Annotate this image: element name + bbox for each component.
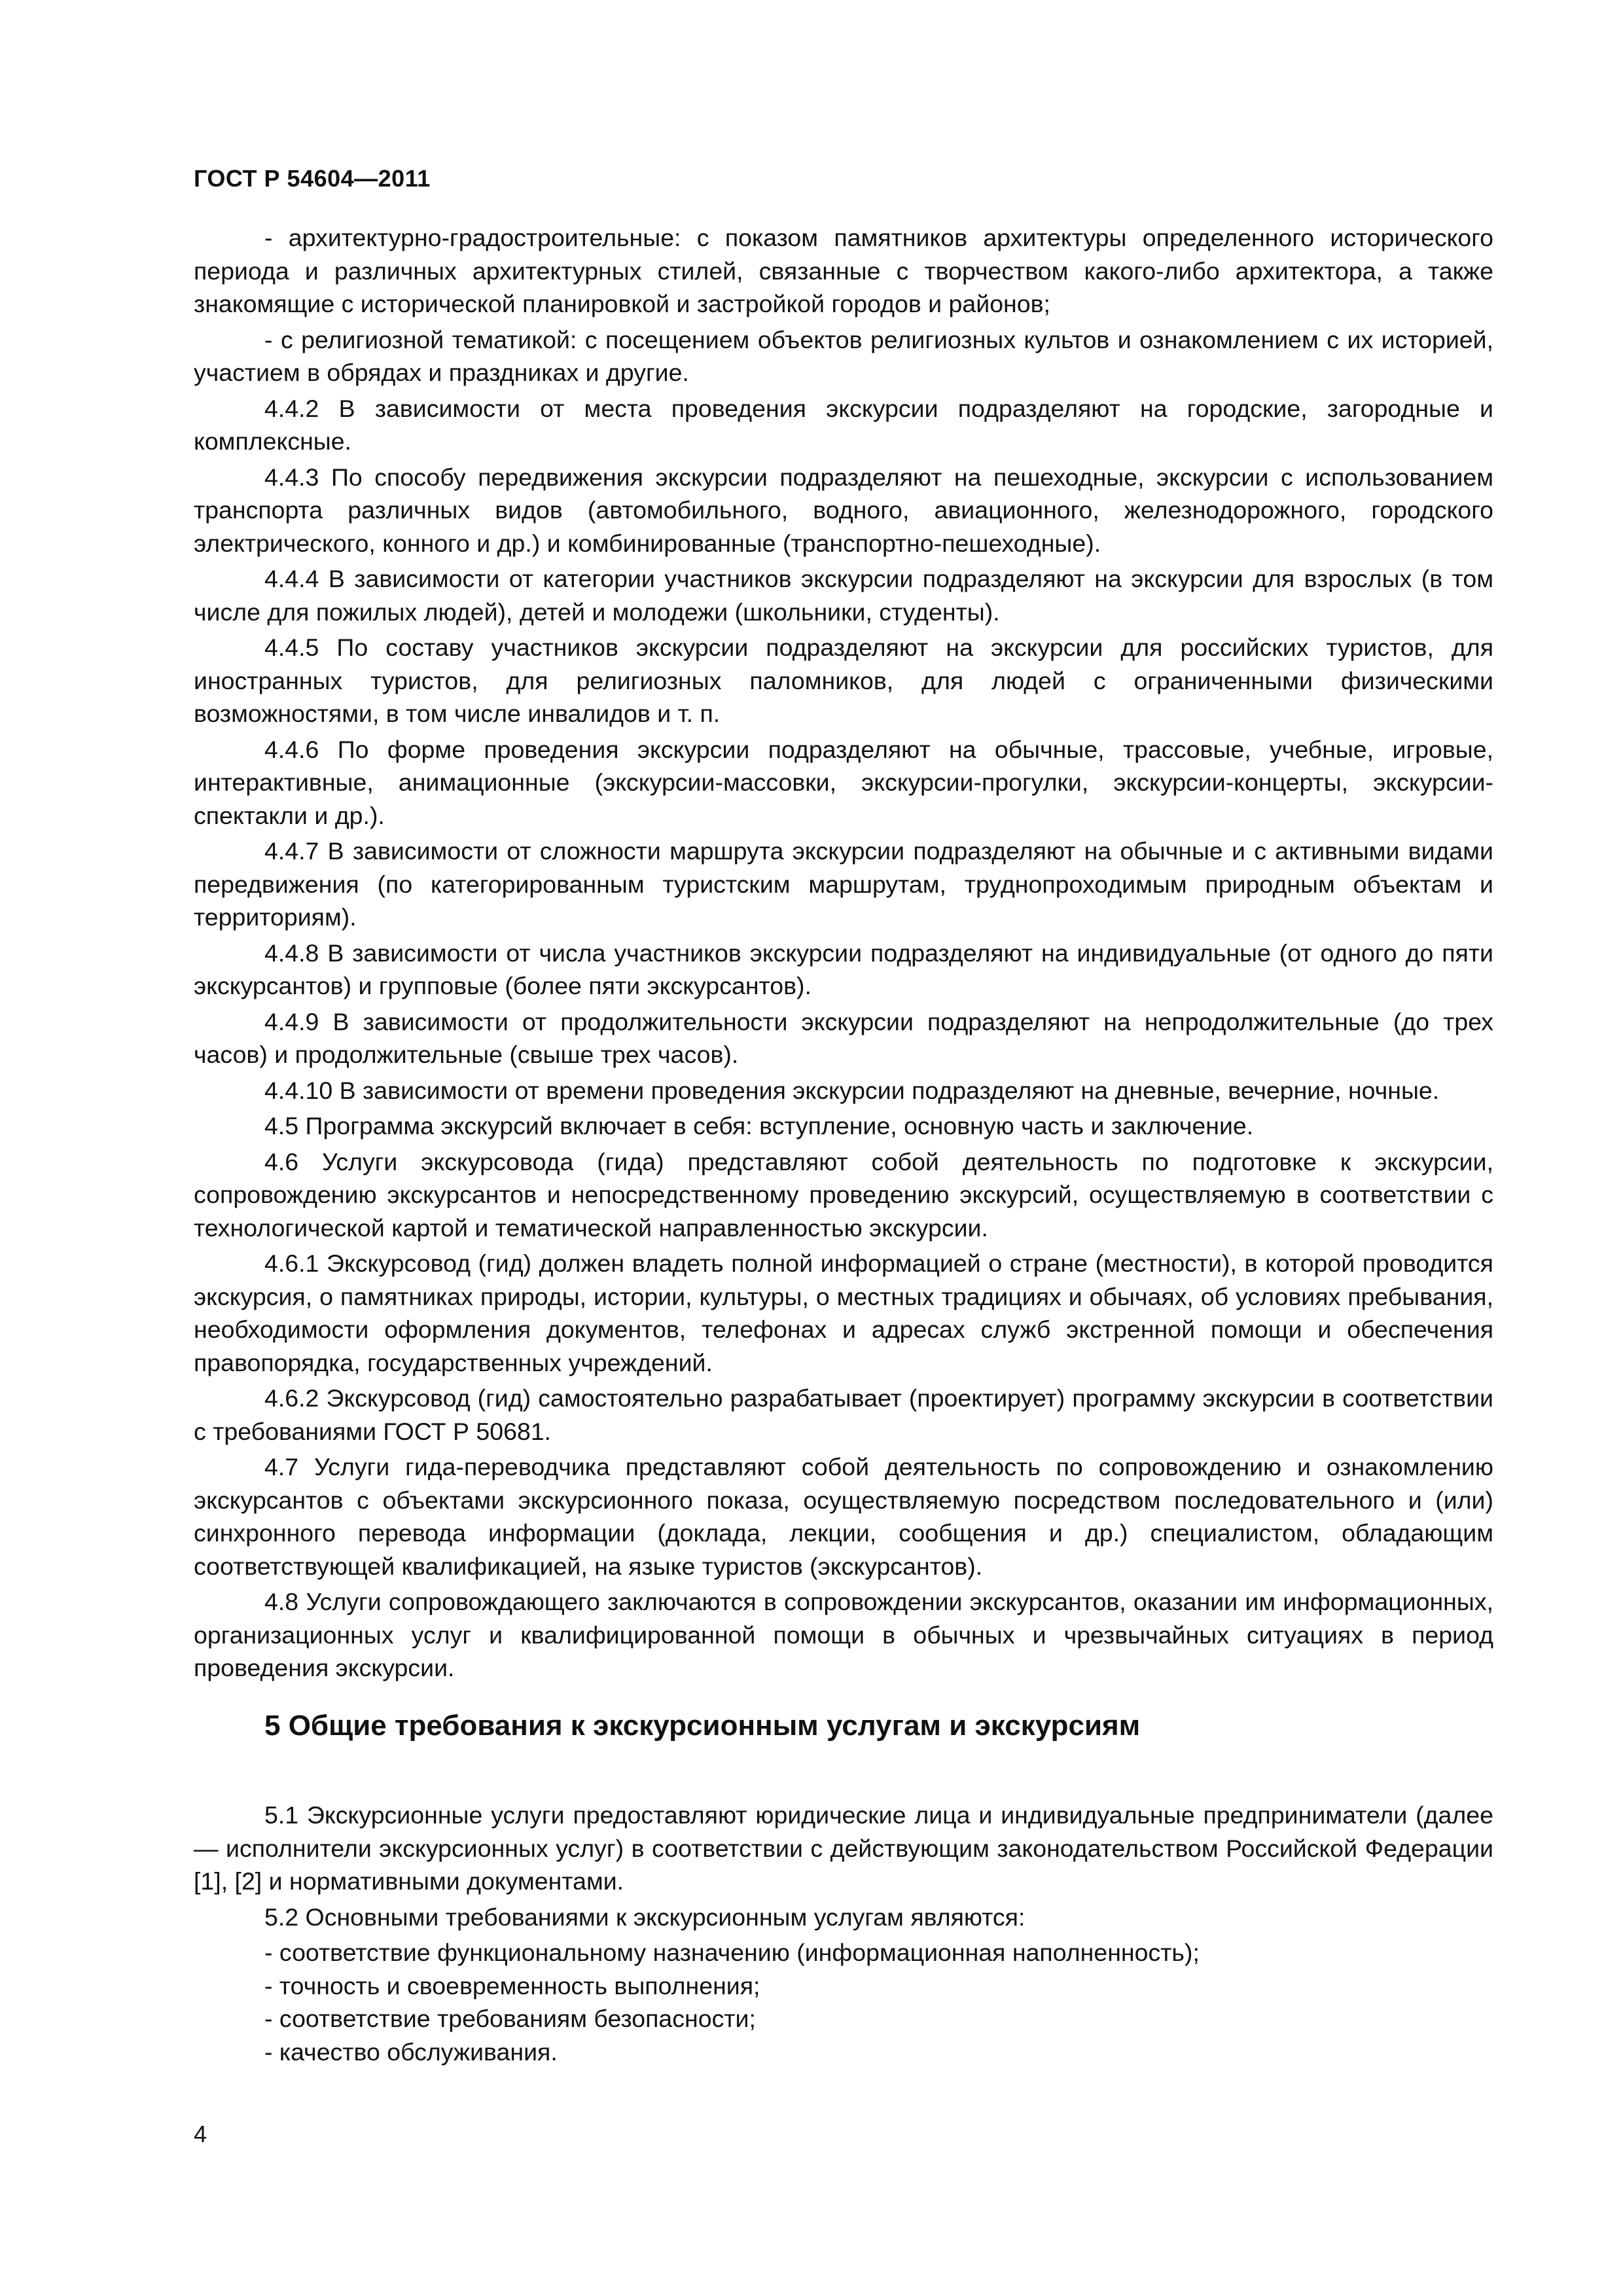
paragraph: 4.4.2 В зависимости от места проведения экскурсии подразделяют на городские, загородные и комплексные. bbox=[194, 394, 1493, 455]
paragraph: 5.1 Экскурсионные услуги предоставляют юридические лица и индивидуальные предприниматели (далее — исполнители экскурсионных услуг) в соответствии с действующим законодательством Российской Федерации [1], [2] и нормативными документами. bbox=[194, 1801, 1493, 1895]
paragraph: 4.7 Услуги гида-переводчика представляют собой деятельность по сопровождению и ознакомлению экскурсантов с объектами экскурсионного показа, осуществляемую посредством последовательного и (или) синхронного перевода информации (доклада, лекции, сообщения и др.) специалистом, обладающим соответствующей квалификацией, на языке туристов (экскурсантов). bbox=[194, 1453, 1493, 1580]
document-header: ГОСТ Р 54604—2011 bbox=[194, 165, 431, 192]
section-body bbox=[194, 1799, 1493, 2068]
paragraph: 5.2 Основными требованиями к экскурсионным услугам являются: bbox=[264, 1903, 1026, 1931]
page-number: 4 bbox=[194, 2121, 207, 2147]
paragraph: 4.4.7 В зависимости от сложности маршрута экскурсии подразделяют на обычные и с активными видами передвижения (по категорированным туристским маршрутам, труднопроходимым природным объектам и территориям). bbox=[194, 837, 1493, 931]
paragraph: 4.4.6 По форме проведения экскурсии подразделяют на обычные, трассовые, учебные, игровые, интерактивные, анимационные (экскурсии-массовки, экскурсии-прогулки, экскурсии-концерты, экскурсии-спектакли и др.). bbox=[194, 735, 1493, 829]
list-item: - соответствие требованиям безопасности; bbox=[264, 2005, 756, 2032]
paragraph: 4.8 Услуги сопровождающего заключаются в сопровождении экскурсантов, оказании им информационных, организационных услуг и квалифицированной помощи в обычных и чрезвычайных ситуациях в период проведения экскурсии. bbox=[194, 1588, 1493, 1681]
paragraph: 4.5 Программа экскурсий включает в себя: вступление, основную часть и заключение. bbox=[264, 1112, 1254, 1139]
paragraph: 4.6.2 Экскурсовод (гид) самостоятельно разрабатывает (проектирует) программу экскурсии в соответствии с требованиями ГОСТ Р 50681. bbox=[194, 1384, 1493, 1445]
paragraph: - архитектурно-градостроительные: с показом памятников архитектуры определенного исторического периода и различных архитектурных стилей, связанные с творчеством какого-либо архитектора, а также знакомящие с исторической планировкой и застройкой городов и районов; bbox=[194, 224, 1493, 317]
paragraph: - с религиозной тематикой: с посещением объектов религиозных культов и ознакомлением с их историей, участием в обрядах и праздниках и другие. bbox=[194, 325, 1493, 386]
document-body bbox=[194, 221, 1493, 1687]
paragraph: 4.6.1 Экскурсовод (гид) должен владеть полной информацией о стране (местности), в которой проводится экскурсия, о памятниках природы, истории, культуры, о местных традициях и обычаях, об условиях пребывания, необходимости оформления документов, телефонах и адресах служб экстренной помощи и обеспечения правопорядка, государственных учреждений. bbox=[194, 1249, 1493, 1376]
paragraph: 4.4.3 По способу передвижения экскурсии подразделяют на пешеходные, экскурсии с использованием транспорта различных видов (автомобильного, водного, авиационного, железнодорожного, городского электрического, конного и др.) и комбинированные (транспортно-пешеходные). bbox=[194, 463, 1493, 557]
paragraph: 4.4.4 В зависимости от категории участников экскурсии подразделяют на экскурсии для взрослых (в том числе для пожилых людей), детей и молодежи (школьники, студенты). bbox=[194, 565, 1493, 626]
paragraph: 4.4.10 В зависимости от времени проведения экскурсии подразделяют на дневные, вечерние, ночные. bbox=[264, 1076, 1440, 1104]
paragraph: 4.6 Услуги экскурсовода (гида) представляют собой деятельность по подготовке к экскурсии, сопровождению экскурсантов и непосредственному проведению экскурсий, осуществляемую в соответствии с технологической картой и тематической направленностью экскурсии. bbox=[194, 1147, 1493, 1242]
paragraph: 4.4.8 В зависимости от числа участников экскурсии подразделяют на индивидуальные (от одного до пяти экскурсантов) и групповые (более пяти экскурсантов). bbox=[194, 939, 1493, 999]
paragraph: 4.4.9 В зависимости от продолжительности экскурсии подразделяют на непродолжительные (до трех часов) и продолжительные (свыше трех часов). bbox=[194, 1007, 1493, 1068]
list-item: - точность и своевременность выполнения; bbox=[264, 1971, 760, 2000]
list-item: - качество обслуживания. bbox=[264, 2037, 558, 2066]
paragraph: 4.4.5 По составу участников экскурсии подразделяют на экскурсии для российских туристов, для иностранных туристов, для религиозных паломников, для людей с ограниченными физическими возможностями, в том числе инвалидов и т. п. bbox=[194, 634, 1493, 727]
section-heading: 5 Общие требования к экскурсионным услугам и экскурсиям bbox=[264, 1710, 1141, 1742]
list-item: - соответствие функциональному назначению (информационная наполненность); bbox=[264, 1939, 1200, 1966]
